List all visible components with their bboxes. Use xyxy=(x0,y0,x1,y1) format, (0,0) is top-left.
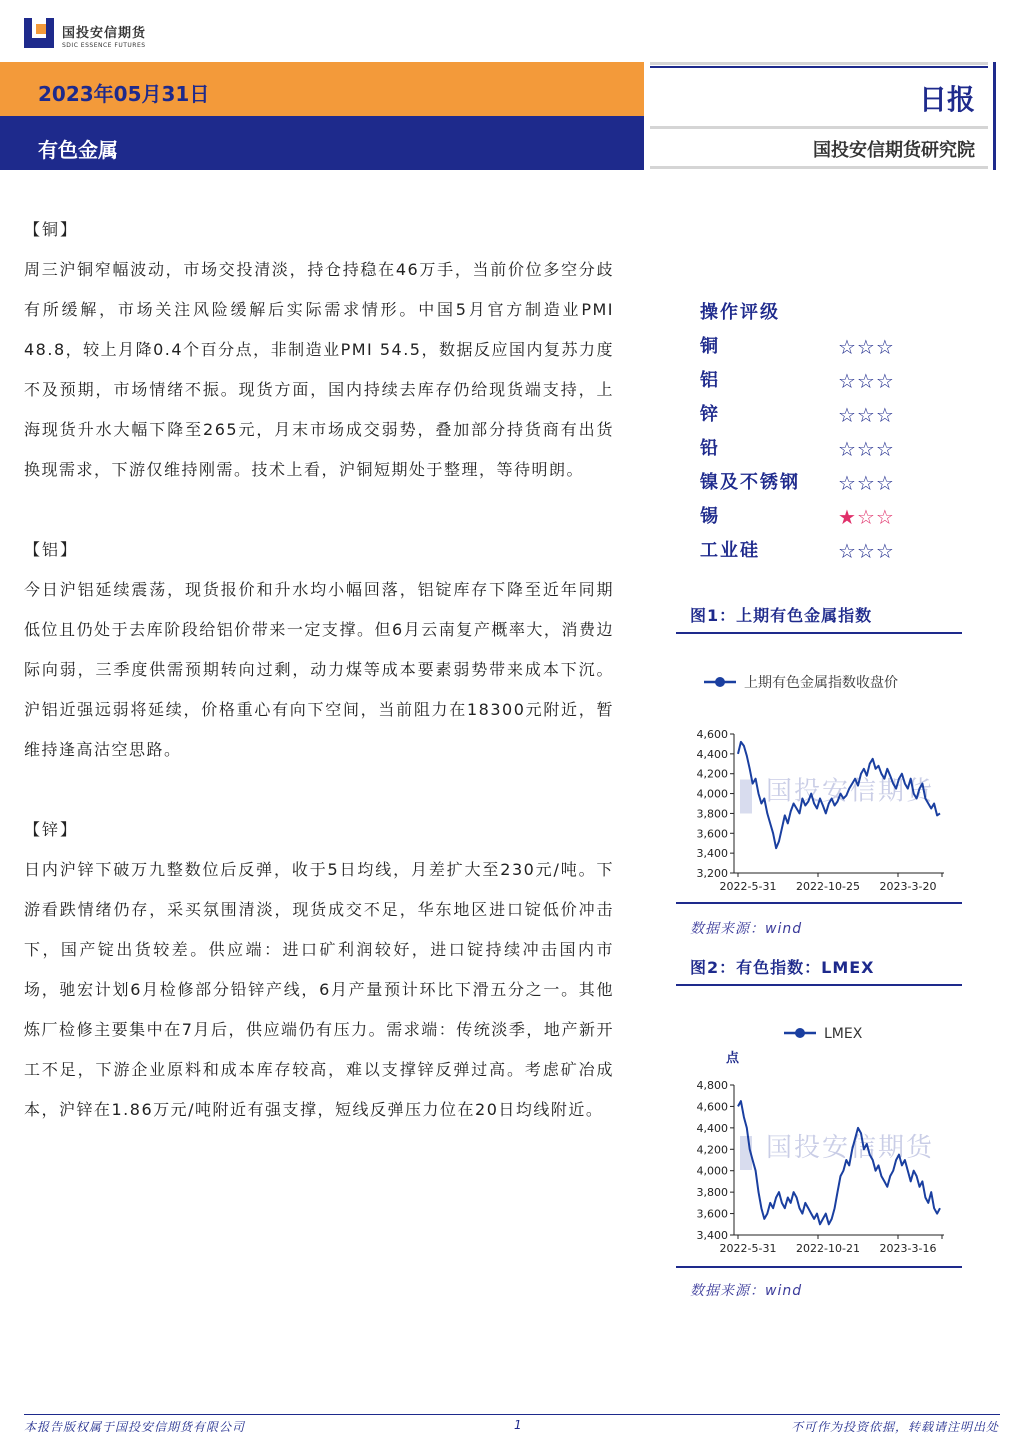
y-tick-label: 3,600 xyxy=(696,1207,728,1221)
x-tick-label: 2022-5-31 xyxy=(719,880,777,893)
x-tick-label: 2023-3-16 xyxy=(879,1242,937,1255)
rating-name: 铜 xyxy=(700,336,720,357)
rating-stars: ☆☆☆ xyxy=(838,471,895,495)
x-tick-label: 2022-10-21 xyxy=(796,1242,860,1255)
figure-2-title: 图2：有色指数：LMEX xyxy=(690,958,875,977)
y-tick-label: 4,800 xyxy=(696,1079,728,1092)
report-type: 日报 xyxy=(918,83,975,116)
footer-disclaimer: 不可作为投资依据，转载请注明出处 xyxy=(790,1420,999,1434)
x-tick-label: 2023-3-20 xyxy=(879,880,937,893)
rating-star-empty: ☆☆ xyxy=(856,505,895,529)
y-tick-label: 4,200 xyxy=(696,1143,728,1157)
report-sector: 有色金属 xyxy=(38,138,118,162)
figure-2-source: 数据来源：wind xyxy=(690,1283,803,1299)
footer-rule xyxy=(24,1414,1000,1415)
y-axis-unit: 点 xyxy=(726,1051,740,1066)
header-rule-top-blue xyxy=(650,66,988,68)
report-date: 2023年05月31日 xyxy=(38,82,210,106)
legend-marker xyxy=(795,1028,805,1038)
section-body: 周三沪铜窄幅波动，市场交投清淡，持仓持稳在46万手，当前价位多空分歧有所缓解，市场关注风险缓解后实际需求情形。中国5月官方制造业PMI 48.8，较上月降0.4个百分点，非制造业PMI 54.5，数据反应国内复苏力度不及预期，市场情绪不振。现货方面，国内持续去库存仍给现货端支持，上海现货升水大幅下降至265元，月末市场成交弱势，叠加部分持货商有出货换现需求，下游仅维持刚需。技术上看，沪铜短期处于整理，等待明朗。 xyxy=(24,260,614,479)
logo-mark-icon xyxy=(24,18,54,48)
y-tick-label: 3,800 xyxy=(696,807,728,821)
watermark-mark xyxy=(740,780,752,814)
section-zinc xyxy=(24,810,614,1130)
institute-name: 国投安信期货研究院 xyxy=(813,140,975,161)
rating-name: 镍及不锈钢 xyxy=(700,472,800,493)
y-tick-label: 3,800 xyxy=(696,1186,728,1200)
rating-row-zinc xyxy=(680,398,970,432)
x-tick-label: 2022-10-25 xyxy=(796,880,860,893)
rating-row-nickel xyxy=(680,466,970,500)
footer-page-number: 1 xyxy=(514,1418,523,1432)
figure-2-rule-top xyxy=(676,984,962,986)
y-tick-label: 4,400 xyxy=(696,747,728,761)
rating-stars: ☆☆☆ xyxy=(838,437,895,461)
rating-title: 操作评级 xyxy=(700,302,780,323)
rating-name: 铅 xyxy=(700,438,720,459)
y-tick-label: 4,600 xyxy=(696,1100,728,1114)
header-vertical-rule xyxy=(993,62,996,170)
y-tick-label: 3,400 xyxy=(696,847,728,861)
section-title: 【铝】 xyxy=(24,540,79,559)
rating-name: 工业硅 xyxy=(700,540,760,561)
figure-1-chart xyxy=(676,650,962,900)
rating-name: 铝 xyxy=(700,370,720,391)
x-tick-label: 2022-5-31 xyxy=(719,1242,777,1255)
figure-1-rule-bottom xyxy=(676,902,962,904)
figure-1-rule-top xyxy=(676,632,962,634)
header-rule-top xyxy=(650,62,988,65)
figure-1-source: 数据来源：wind xyxy=(690,921,803,937)
rating-name: 锡 xyxy=(700,506,720,527)
y-tick-label: 3,200 xyxy=(696,867,728,880)
company-logo xyxy=(24,16,184,56)
rating-row-silicon xyxy=(680,534,970,568)
footer-copyright: 本报告版权属于国投安信期货有限公司 xyxy=(24,1420,246,1434)
legend-marker xyxy=(715,677,725,687)
watermark-text: 国投安信期货 xyxy=(766,1133,935,1163)
legend-label: 上期有色金属指数收盘价 xyxy=(744,675,898,691)
section-title: 【铜】 xyxy=(24,220,79,239)
figure-2-chart xyxy=(676,1010,962,1264)
y-tick-label: 4,400 xyxy=(696,1121,728,1135)
figure-1-title: 图1：上期有色金属指数 xyxy=(690,606,873,625)
header-rule-middle xyxy=(650,126,988,129)
y-tick-label: 3,400 xyxy=(696,1229,728,1242)
rating-stars: ☆☆☆ xyxy=(838,403,895,427)
rating-row-copper xyxy=(680,330,970,364)
legend-label: LMEX xyxy=(824,1026,863,1042)
section-aluminum xyxy=(24,530,614,770)
rating-stars xyxy=(838,500,895,534)
rating-name: 锌 xyxy=(700,404,720,425)
y-tick-label: 3,600 xyxy=(696,827,728,841)
main-content xyxy=(24,210,614,1130)
section-body: 今日沪铝延续震荡，现货报价和升水均小幅回落，铝锭库存下降至近年同期低位且仍处于去库阶段给铝价带来一定支撑。但6月云南复产概率大，消费边际向弱，三季度供需预期转向过剩，动力煤等成本要素弱势带来成本下沉。沪铝近强远弱将延续，价格重心有向下空间，当前阻力在18300元附近，暂维持逢高沽空思路。 xyxy=(24,580,614,759)
y-tick-label: 4,000 xyxy=(696,1164,728,1178)
logo-name-en: SDIC ESSENCE FUTURES xyxy=(62,42,146,49)
watermark-text: 国投安信期货 xyxy=(766,776,935,807)
rating-stars: ☆☆☆ xyxy=(838,335,895,359)
y-tick-label: 4,000 xyxy=(696,787,728,801)
rating-row-lead xyxy=(680,432,970,466)
figure-2-rule-bottom xyxy=(676,1266,962,1268)
rating-stars: ☆☆☆ xyxy=(838,539,895,563)
rating-panel xyxy=(680,296,970,568)
rating-row-tin xyxy=(680,500,970,534)
rating-star-filled: ★ xyxy=(838,505,857,529)
header-rule-bottom xyxy=(650,166,988,169)
y-tick-label: 4,200 xyxy=(696,767,728,781)
rating-stars: ☆☆☆ xyxy=(838,369,895,393)
rating-row-aluminum xyxy=(680,364,970,398)
section-title: 【锌】 xyxy=(24,820,79,839)
y-tick-label: 4,600 xyxy=(696,728,728,741)
logo-name-cn: 国投安信期货 xyxy=(62,26,147,41)
section-copper xyxy=(24,210,614,490)
section-body: 日内沪锌下破万九整数位后反弹，收于5日均线，月差扩大至230元/吨。下游看跌情绪仍存，采买氛围清淡，现货成交不足，华东地区进口锭低价冲击下，国产锭出货较差。供应端：进口矿利润较好，进口锭持续冲击国内市场，驰宏计划6月检修部分铅锌产线，6月产量预计环比下滑五分之一。其他炼厂检修主要集中在7月后，供应端仍有压力。需求端：传统淡季，地产新开工不足，下游企业原料和成本库存较高，难以支撑锌反弹过高。考虑矿冶成本，沪锌在1.86万元/吨附近有强支撑，短线反弹压力位在20日均线附近。 xyxy=(24,860,614,1119)
